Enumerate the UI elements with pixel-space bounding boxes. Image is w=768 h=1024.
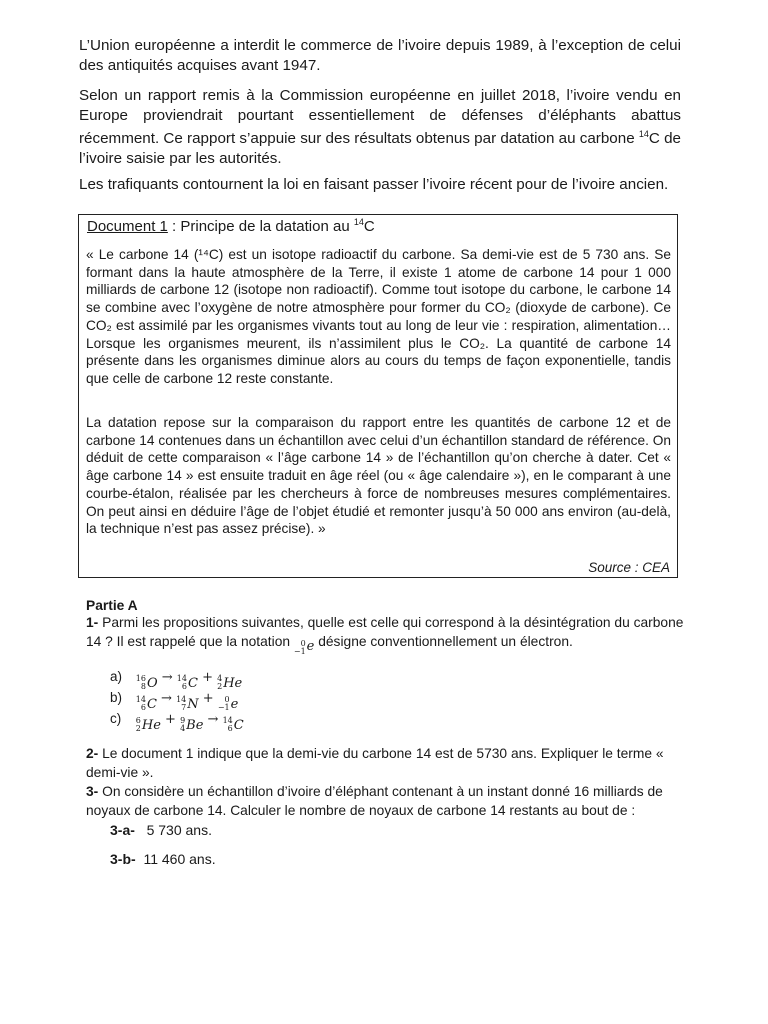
option-b <box>110 689 238 713</box>
question-3a-text: 5 730 ans. <box>146 822 212 838</box>
document-title <box>87 217 375 235</box>
question-1-number: 1- <box>86 615 99 630</box>
option-c <box>110 710 244 734</box>
question-3-number: 3- <box>86 784 99 799</box>
intro-paragraph-1: L’Union européenne a interdit le commerce de l’ivoire depuis 1989, à l’exception de celui des antiquités acquises avant 1947. <box>79 37 681 74</box>
question-2-number: 2- <box>86 746 99 761</box>
electron-symbol: e <box>306 639 315 655</box>
question-3-text: On considère un échantillon d’ivoire d’éléphant contenant à un instant donné 16 milliards de noyaux de carbone 14. Calculer le nombre de noyaux de carbone 14 restants au bout de : <box>86 784 663 818</box>
c14-superscript: 14 <box>638 129 649 140</box>
intro-paragraph-2 <box>79 86 681 168</box>
question-3b-text: 11 460 ans. <box>143 851 216 867</box>
question-2-text: Le document 1 indique que la demi-vie du carbone 14 est de 5730 ans. Expliquer le terme « demi-vie ». <box>86 746 664 780</box>
question-2 <box>86 745 686 782</box>
question-3 <box>86 783 686 820</box>
question-3a-number: 3-a- <box>110 822 135 838</box>
intro-paragraph-3: Les trafiquants contournent la loi en faisant passer l’ivoire récent pour de l’ivoire ancien. <box>79 176 669 193</box>
source-credit: Source : CEA <box>588 560 670 575</box>
option-c-letter: c) <box>110 711 122 726</box>
intro-p2-text: Selon un rapport remis à la Commission européenne en juillet 2018, l’ivoire vendu en Europe proviendrait pourtant essentiellement de défenses d’éléphants abattus récemment. Ce rapport s’appuie sur des résultats obtenus par datation au carbone <box>79 87 681 148</box>
option-c-equation: 6 2 He + 9 4 Be → 14 6 C <box>135 712 244 733</box>
question-3a <box>110 822 212 838</box>
question-3b <box>110 851 216 867</box>
document-paragraph-1: « Le carbone 14 (¹⁴C) est un isotope radioactif du carbone. Sa demi-vie est de 5 730 ans. Se formant dans la haute atmosphère de la Terre, il existe 1 atome de carbone 14 pour 1 000 milliards de carbone 12 (isotope non radioactif). Comme tout isotope du carbone, le carbone 14 se combine avec l’oxygène de notre atmosphère pour former du CO₂ (dioxyde de carbone). Ce CO₂ est assimilé par les organismes vivants tout au long de leur vie : respiration, alimentation…Lorsque les organismes meurent, ils n’assimilent plus le CO₂. La quantité de carbone 14 présente dans les organismes diminue alors au cours du temps de façon exponentielle, tandis que celle de carbone 12 reste constante. <box>86 247 671 386</box>
document-title-end: C <box>363 218 375 235</box>
part-a-heading: Partie A <box>86 598 138 613</box>
option-a-letter: a) <box>110 669 123 684</box>
document-label: Document 1 <box>87 218 168 235</box>
document-title-text: : Principe de la datation au <box>167 218 354 235</box>
intro-p2-end: C de l’ivoire saisie par les autorités. <box>79 130 681 167</box>
option-b-equation: 14 6 C → 14 7 N + 0 −1 e <box>135 691 239 712</box>
option-b-letter: b) <box>110 690 123 705</box>
document-title-superscript: 14 <box>353 217 364 227</box>
question-1-text-end: désigne conventionnellement un électron. <box>314 633 573 649</box>
option-a-equation: 16 8 O → 14 6 C + 4 2 He <box>135 670 243 691</box>
question-1 <box>86 614 686 657</box>
question-1-text: Parmi les propositions suivantes, quelle est celle qui correspond à la désintégration du carbone 14 ? Il est rappelé que la notation <box>86 615 684 649</box>
option-a <box>110 668 242 692</box>
question-3b-number: 3-b- <box>110 851 136 867</box>
document-1-box <box>78 214 678 578</box>
electron-notation: 0 −1 e <box>293 638 315 656</box>
document-paragraph-2: La datation repose sur la comparaison du rapport entre les quantités de carbone 12 et de carbone 14 contenues dans un échantillon avec celui d’un échantillon standard de référence. On déduit de cette comparaison « l’âge carbone 14 » de l’échantillon qu’on cherche à dater. Cet « âge carbone 14 » est ensuite traduit en âge réel (ou « âge calendaire »), en le comparant à une courbe-étalon, réalisée par les chercheurs à force de nombreuses mesures complémentaires. On peut ainsi en déduire l’âge de l’objet étudié et remonter jusqu’à 50 000 ans environ (au-delà, la technique n’est pas assez précise). » <box>86 415 671 537</box>
